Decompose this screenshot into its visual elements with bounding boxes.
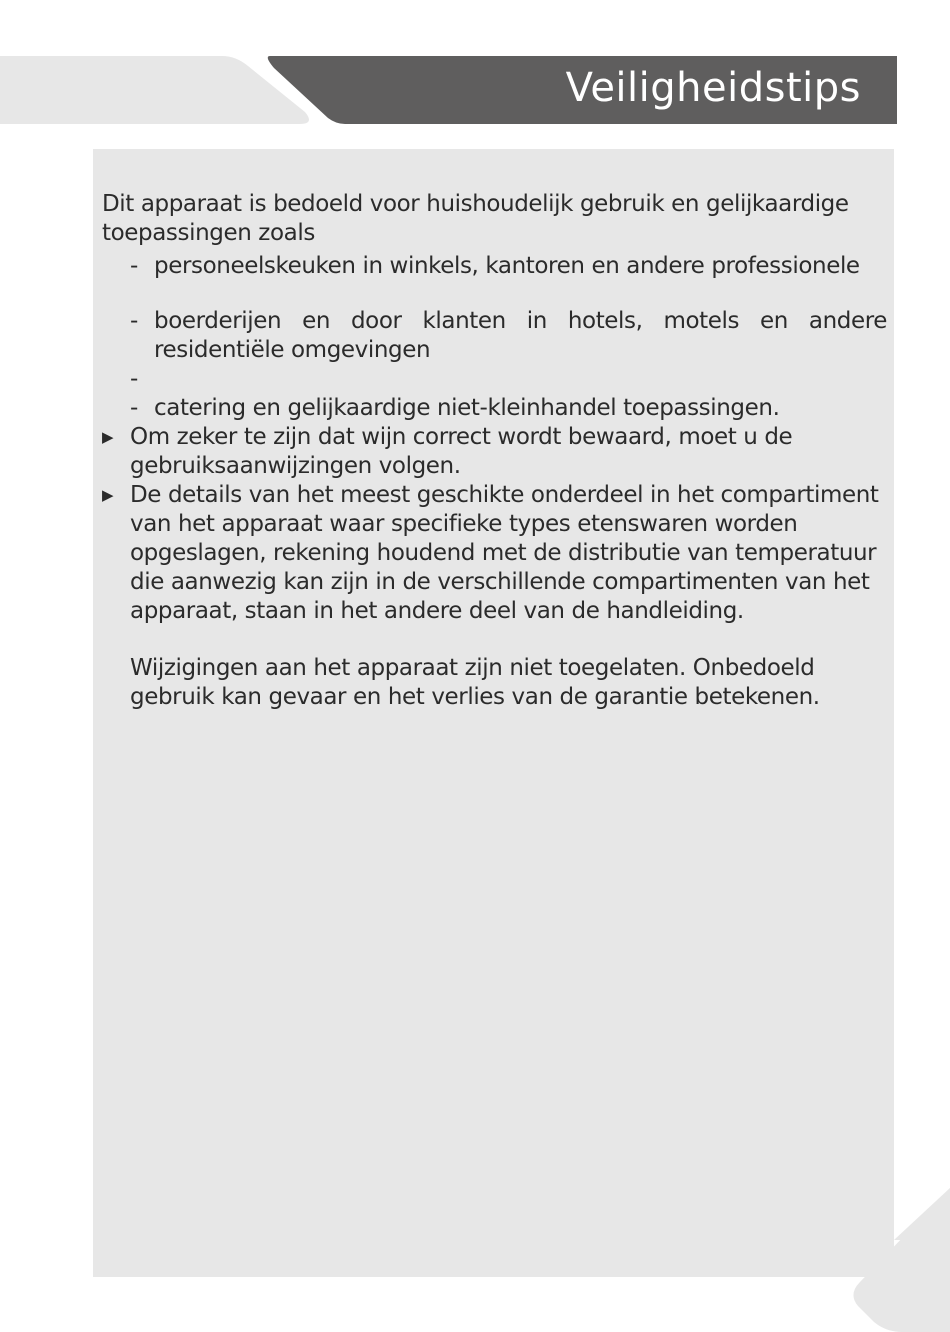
dash-marker: -	[130, 308, 138, 334]
bullet-text: De details van het meest geschikte onderdeel in het compartiment van het apparaat waar specifieke types etenswaren worden opgeslagen, rekening houdend met de distributie van temperatuur die aanwezig kan zijn in de verschillende compartimenten van het apparaat, staan in het andere deel van de handleiding.	[130, 482, 879, 624]
warning-note: Wijzigingen aan het apparaat zijn niet toegelaten. Onbedoeld gebruik kan gevaar en het verlies van de garantie betekenen.	[130, 655, 820, 710]
page-title: Veiligheidstips	[565, 65, 861, 111]
list-item-text: catering en gelijkaardige niet-kleinhandel toepassingen.	[154, 395, 780, 421]
triangle-right-icon: ▶	[102, 428, 114, 446]
intro-paragraph: Dit apparaat is bedoeld voor huishoudelijk gebruik en gelijkaardige toepassingen zoals	[102, 191, 849, 246]
dash-marker: -	[130, 366, 138, 392]
list-item	[102, 252, 887, 281]
usage-list	[102, 252, 887, 423]
triangle-right-icon: ▶	[102, 486, 114, 504]
list-item-text: boerderijen en door klanten in hotels, motels en andere residentiële omgevingen	[154, 308, 887, 363]
list-item	[102, 307, 887, 365]
list-item	[102, 423, 887, 481]
dash-marker: -	[130, 395, 138, 421]
list-item	[102, 365, 887, 394]
safety-text	[102, 190, 887, 712]
instruction-list	[102, 423, 887, 626]
corner-tab-upper	[894, 1188, 950, 1240]
list-item	[102, 394, 887, 423]
header-light-tab	[0, 56, 309, 124]
bullet-text: Om zeker te zijn dat wijn correct wordt bewaard, moet u de gebruiksaanwijzingen volgen.	[130, 424, 793, 479]
dash-marker: -	[130, 253, 138, 279]
list-item	[102, 481, 887, 626]
list-item-text: personeelskeuken in winkels, kantoren en andere professionele	[154, 253, 860, 279]
list-item-text	[154, 366, 161, 392]
